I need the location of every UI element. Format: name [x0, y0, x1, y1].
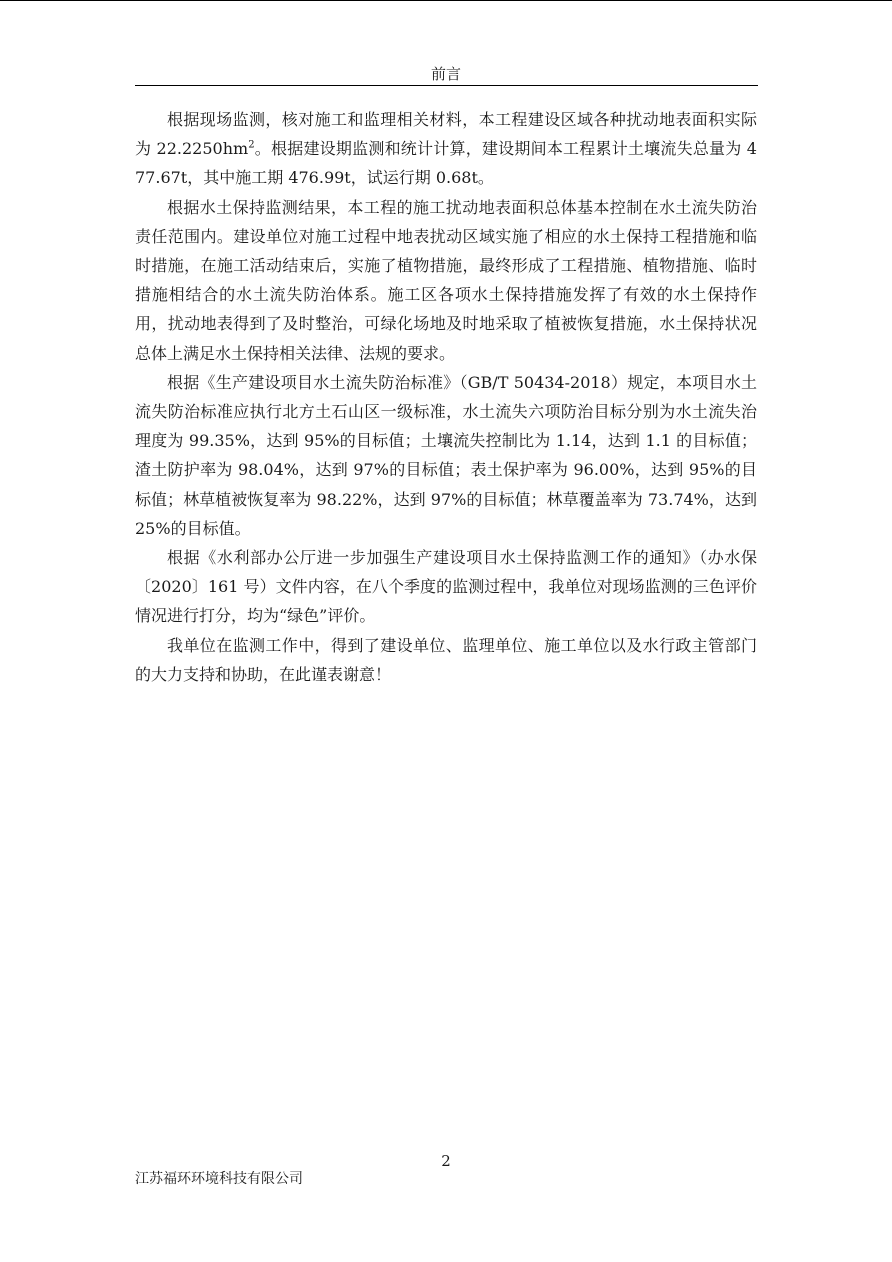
document-body — [135, 105, 757, 689]
paragraph-prevention-targets: 根据《生产建设项目水土流失防治标准》（GB/T 50434-2018）规定，本项目水土流失防治标准应执行北方土石山区一级标准，水土流失六项防治目标分别为水土流失治理度为 99.35%，达到 95%的目标值；土壤流失控制比为 1.14，达到 1.1 的目标值；渣土防护率为 98.04%，达到 97%的目标值；表土保护率为 96.00%，达到 95%的目标值；林草植被恢复率为 98.22%，达到 97%的目标值；林草覆盖率为 73.74%，达到 25%的目标值。 — [135, 372, 757, 538]
paragraph-three-color-evaluation: 根据《水利部办公厅进一步加强生产建设项目水土保持监测工作的通知》（办水保〔2020〕161 号）文件内容，在八个季度的监测过程中，我单位对现场监测的三色评价情况进行打分，均为“绿色”评价。 — [135, 548, 757, 626]
page-number: 2 — [441, 1152, 451, 1170]
page-header-title: 前言 — [430, 65, 461, 83]
page-top-border — [0, 0, 892, 1]
paragraph-monitoring-results: 根据水土保持监测结果，本工程的施工扰动地表面积总体基本控制在水土流失防治责任范围内。建设单位对施工过程中地表扰动区域实施了相应的水土保持工程措施和临时措施，在施工活动结束后，实施了植物措施，最终形成了工程措施、植物措施、临时措施相结合的水土流失防治体系。施工区各项水土保持措施发挥了有效的水土保持作用，扰动地表得到了及时整治，可绿化场地及时地采取了植被恢复措施，水土保持状况总体上满足水土保持相关法律、法规的要求。 — [135, 197, 757, 363]
footer-company-name: 江苏福环环境科技有限公司 — [135, 1171, 303, 1187]
paragraph-disturbed-area-text-a: 根据现场监测，核对施工和监理相关材料，本工程建设区域各种扰动地表面积实际为 22.2250hm — [135, 110, 757, 159]
header-divider — [135, 85, 758, 86]
paragraph-acknowledgement: 我单位在监测工作中，得到了建设单位、监理单位、施工单位以及水行政主管部门的大力支持和协助，在此谨表谢意！ — [135, 635, 757, 684]
paragraph-disturbed-area-text-b: 。根据建设期监测和统计计算，建设期间本工程累计土壤流失总量为 477.67t，其中施工期 476.99t，试运行期 0.68t。 — [135, 139, 757, 188]
paragraph-disturbed-area — [135, 105, 757, 193]
area-unit-superscript: 2 — [248, 139, 255, 151]
